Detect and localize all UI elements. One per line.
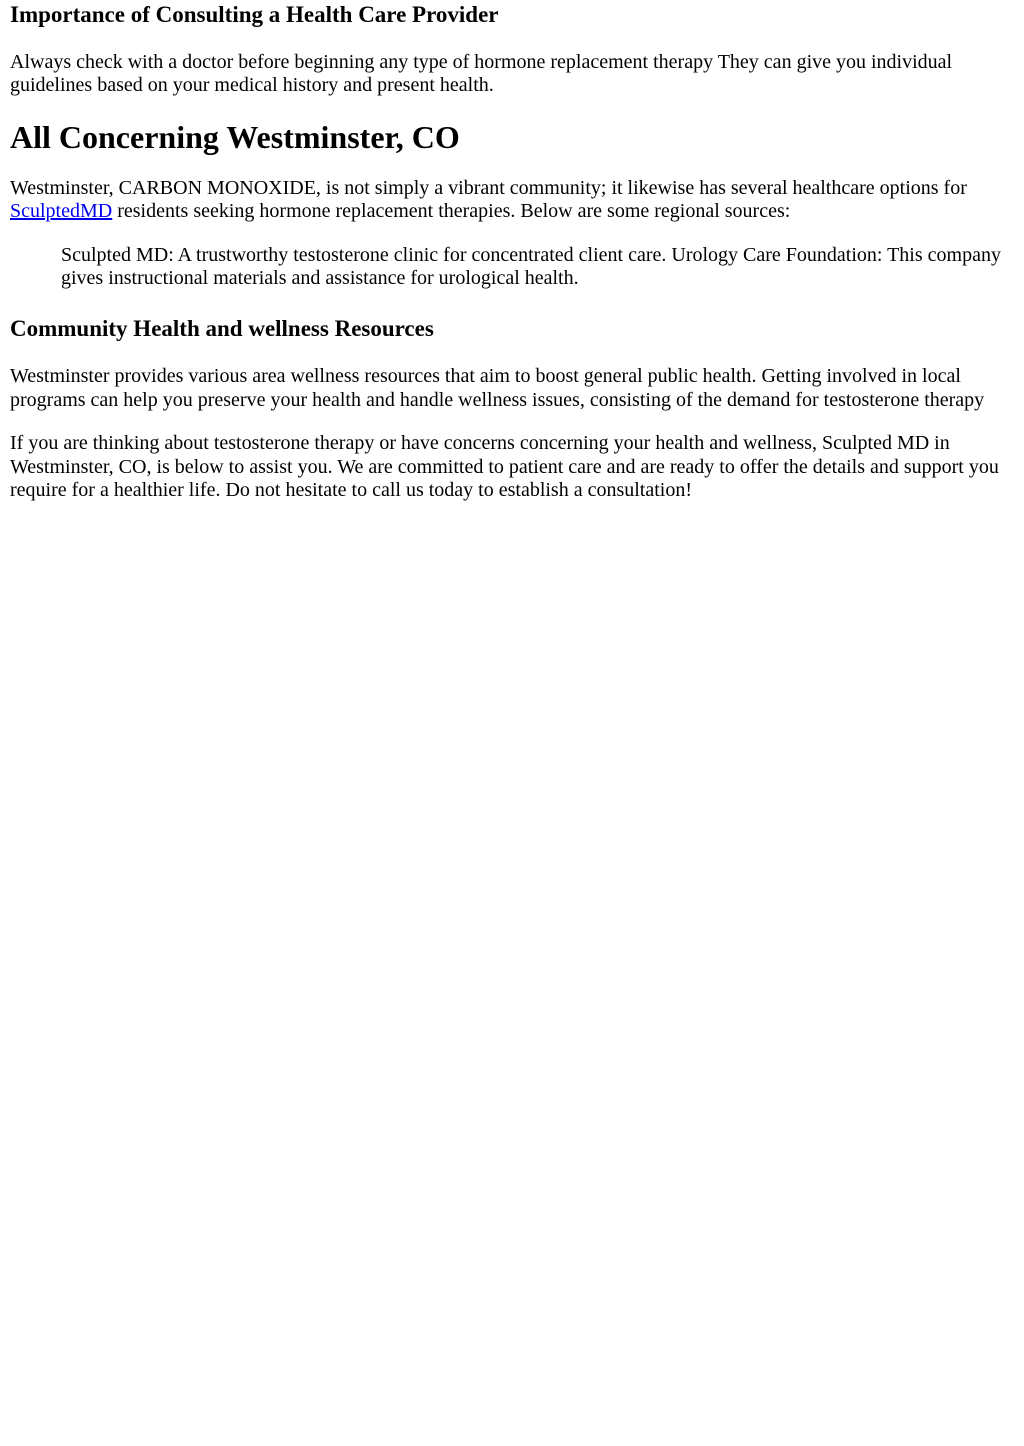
heading-westminster: All Concerning Westminster, CO <box>10 118 460 155</box>
paragraph-call-to-action: If you are thinking about testosterone therapy or have concerns concerning your health and wellness, Sculpted MD in Westminster, CO, is below to assist you. We are committed to patient care and are ready to offer the details and support you require for a healthier life. Do not hesitate to call us today to establish a consultation! <box>10 432 999 502</box>
paragraph-westminster-text-after: residents seeking hormone replacement therapies. Below are some regional sources: <box>112 200 791 223</box>
regional-sources-quote: Sculpted MD: A trustworthy testosterone clinic for concentrated client care. Urology Care Foundation: This company gives instructional materials and assistance for urological health. <box>61 243 1001 290</box>
paragraph-consulting-provider: Always check with a doctor before beginning any type of hormone replacement therapy They can give you individual guidelines based on your medical history and present health. <box>10 51 953 97</box>
paragraph-westminster-text-before: Westminster, CARBON MONOXIDE, is not simply a vibrant community; it likewise has several healthcare options for <box>10 176 967 199</box>
heading-consulting-provider: Importance of Consulting a Health Care Provider <box>10 2 499 27</box>
paragraph-westminster <box>10 177 1014 224</box>
sculptedmd-link[interactable]: SculptedMD <box>10 200 113 223</box>
heading-community-resources: Community Health and wellness Resources <box>10 316 434 342</box>
paragraph-community-resources: Westminster provides various area wellness resources that aim to boost general public health. Getting involved in local programs can help you preserve your health and handle wellness issues, consisting of the demand for testosterone therapy <box>10 365 985 411</box>
